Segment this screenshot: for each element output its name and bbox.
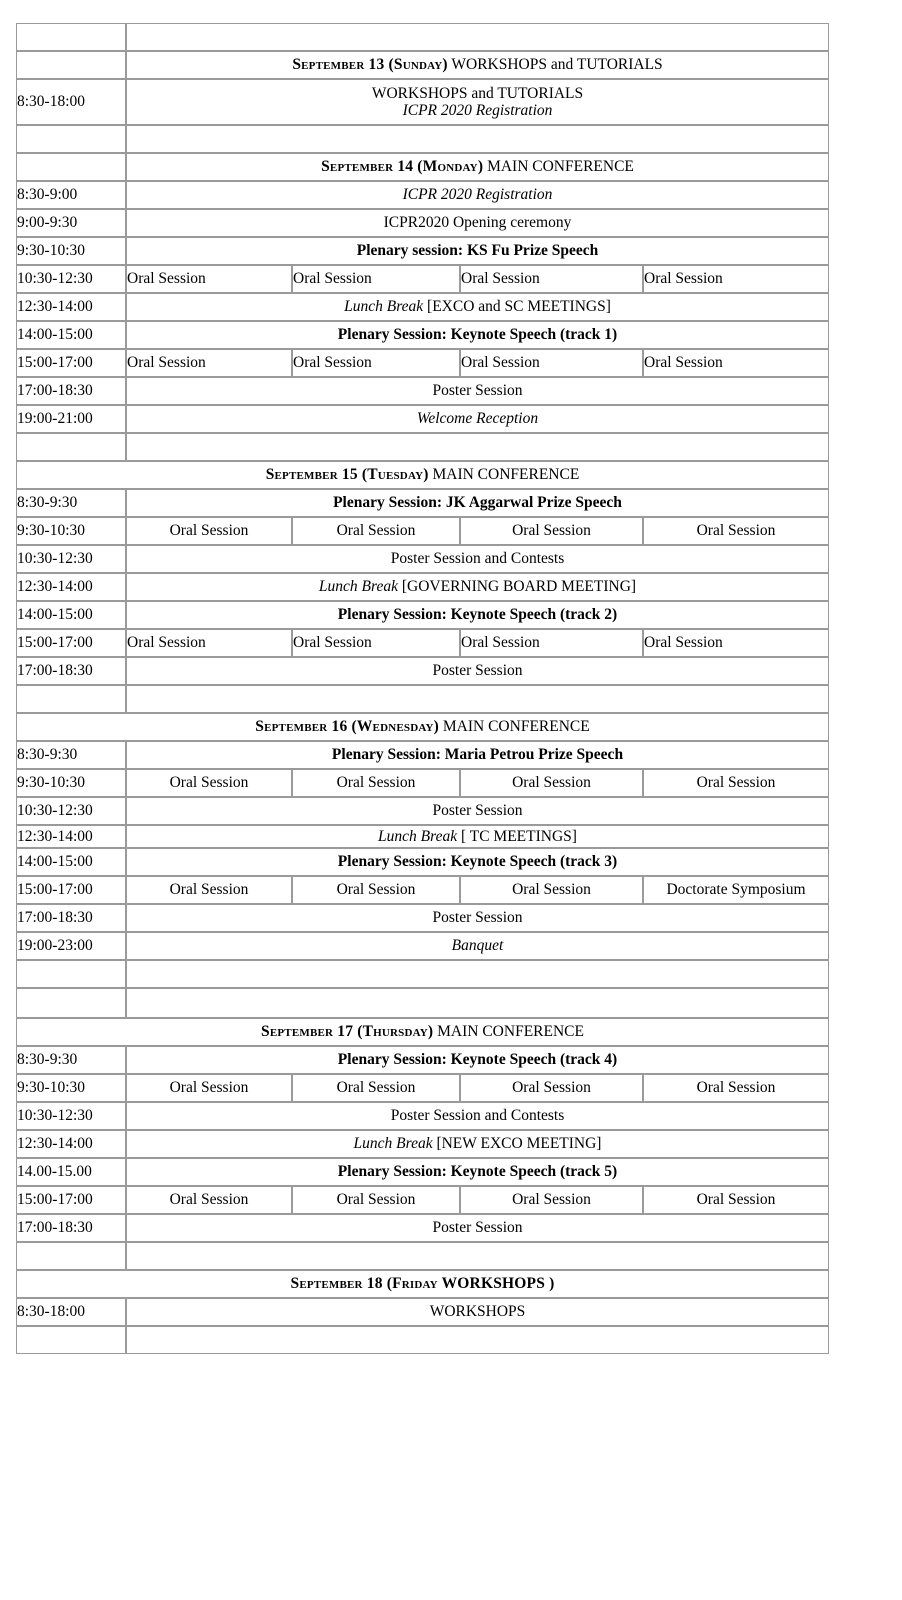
session-cell: Oral Session xyxy=(643,265,829,293)
session-label: Plenary Session: Keynote Speech (track 4) xyxy=(337,1051,618,1069)
day-header-subtitle: MAIN CONFERENCE xyxy=(439,718,590,736)
time-cell: 9:00-9:30 xyxy=(16,209,126,237)
session-label: Plenary Session: JK Aggarwal Prize Speech xyxy=(333,494,622,512)
spacer-row xyxy=(16,988,829,1018)
schedule-row xyxy=(16,489,829,517)
session-cell xyxy=(126,1102,829,1130)
spacer-row xyxy=(16,1326,829,1354)
day-header-cell xyxy=(16,461,829,489)
session-label: Plenary Session: Keynote Speech (track 2) xyxy=(337,606,618,624)
time-cell: 8:30-18:00 xyxy=(16,79,126,125)
session-cell: Oral Session xyxy=(126,265,292,293)
session-cell: Oral Session xyxy=(460,1186,643,1214)
time-cell: 17:00-18:30 xyxy=(16,377,126,405)
spacer-row xyxy=(16,125,829,153)
session-cell: Oral Session xyxy=(460,265,643,293)
session-cell: Oral Session xyxy=(126,349,292,377)
lunch-break-meeting: [NEW EXCO MEETING] xyxy=(432,1135,602,1153)
session-label: Plenary session: KS Fu Prize Speech xyxy=(356,242,599,260)
session-label: Welcome Reception xyxy=(416,410,539,428)
spacer-content-cell xyxy=(126,23,829,51)
schedule-row xyxy=(16,848,829,876)
day-header-date: September 14 (Monday) xyxy=(321,158,484,176)
time-cell: 15:00-17:00 xyxy=(16,876,126,904)
session-cell xyxy=(126,181,829,209)
day-header-subtitle: MAIN CONFERENCE xyxy=(433,1023,584,1041)
day-header-row xyxy=(16,51,829,79)
time-cell: 17:00-18:30 xyxy=(16,657,126,685)
time-cell: 14:00-15:00 xyxy=(16,321,126,349)
session-cell xyxy=(126,601,829,629)
schedule-row xyxy=(16,237,829,265)
schedule-row xyxy=(16,1214,829,1242)
day-header-cell xyxy=(126,51,829,79)
session-cell xyxy=(126,79,829,125)
session-cell: Oral Session xyxy=(292,517,460,545)
session-label: ICPR2020 Opening ceremony xyxy=(383,214,572,232)
time-cell: 15:00-17:00 xyxy=(16,1186,126,1214)
time-cell: 14:00-15:00 xyxy=(16,601,126,629)
time-cell: 17:00-18:30 xyxy=(16,904,126,932)
session-cell: Oral Session xyxy=(460,629,643,657)
session-cell: Oral Session xyxy=(643,629,829,657)
session-cell: Oral Session xyxy=(460,349,643,377)
time-cell: 12:30-14:00 xyxy=(16,293,126,321)
schedule-row xyxy=(16,1186,829,1214)
session-cell: Oral Session xyxy=(460,1074,643,1102)
session-cell: Oral Session xyxy=(460,517,643,545)
spacer-row xyxy=(16,23,829,51)
session-cell xyxy=(126,1130,829,1158)
day-header-subtitle: WORKSHOPS and TUTORIALS xyxy=(447,56,663,74)
session-cell: Oral Session xyxy=(643,769,829,797)
session-cell: Oral Session xyxy=(460,769,643,797)
time-cell: 10:30-12:30 xyxy=(16,545,126,573)
spacer-row xyxy=(16,685,829,713)
session-label: Poster Session xyxy=(432,1219,523,1237)
schedule-row xyxy=(16,545,829,573)
spacer-content-cell xyxy=(126,988,829,1018)
conference-schedule xyxy=(16,23,829,1354)
schedule-row xyxy=(16,349,829,377)
session-label: Banquet xyxy=(451,937,504,955)
session-cell xyxy=(126,1158,829,1186)
session-label: Plenary Session: Maria Petrou Prize Speech xyxy=(331,746,624,764)
day-header-subtitle: MAIN CONFERENCE xyxy=(483,158,634,176)
session-label: Plenary Session: Keynote Speech (track 3) xyxy=(337,853,618,871)
day-header-date: September 17 (Thursday) xyxy=(261,1023,434,1041)
time-cell: 9:30-10:30 xyxy=(16,769,126,797)
spacer-time-cell xyxy=(16,433,126,461)
spacer-content-cell xyxy=(126,685,829,713)
spacer-content-cell xyxy=(126,960,829,988)
spacer-time-cell xyxy=(16,960,126,988)
schedule-row xyxy=(16,405,829,433)
session-cell: Oral Session xyxy=(643,1074,829,1102)
session-cell xyxy=(126,489,829,517)
session-cell xyxy=(126,293,829,321)
session-cell: Oral Session xyxy=(292,1186,460,1214)
session-cell xyxy=(126,321,829,349)
session-cell: Oral Session xyxy=(643,1186,829,1214)
time-cell: 10:30-12:30 xyxy=(16,797,126,825)
session-cell: Oral Session xyxy=(292,265,460,293)
time-cell: 9:30-10:30 xyxy=(16,517,126,545)
session-cell: Oral Session xyxy=(126,876,292,904)
spacer-content-cell xyxy=(126,433,829,461)
lunch-break-label: Lunch Break xyxy=(378,827,458,845)
schedule-row xyxy=(16,321,829,349)
time-cell: 8:30-9:30 xyxy=(16,489,126,517)
session-label: WORKSHOPS xyxy=(429,1303,526,1321)
session-cell xyxy=(126,1298,829,1326)
day-header-cell xyxy=(16,713,829,741)
session-cell xyxy=(126,932,829,960)
schedule-row xyxy=(16,1130,829,1158)
time-cell: 10:30-12:30 xyxy=(16,265,126,293)
schedule-row xyxy=(16,79,829,125)
spacer-time-cell xyxy=(16,988,126,1018)
time-cell: 12:30-14:00 xyxy=(16,1130,126,1158)
session-label: Poster Session xyxy=(432,909,523,927)
schedule-row xyxy=(16,1102,829,1130)
schedule-row xyxy=(16,1074,829,1102)
schedule-row xyxy=(16,657,829,685)
lunch-break-label: Lunch Break xyxy=(344,298,424,316)
session-line-primary: WORKSHOPS and TUTORIALS xyxy=(371,84,584,102)
session-cell xyxy=(126,545,829,573)
lunch-break-meeting: [ TC MEETINGS] xyxy=(457,827,577,845)
day-header-row xyxy=(16,1018,829,1046)
session-cell xyxy=(126,573,829,601)
schedule-row xyxy=(16,1298,829,1326)
day-header-date: September 18 (Friday WORKSHOPS ) xyxy=(290,1275,555,1293)
session-cell xyxy=(126,848,829,876)
schedule-row xyxy=(16,1046,829,1074)
session-label: Poster Session xyxy=(432,662,523,680)
time-cell: 19:00-23:00 xyxy=(16,932,126,960)
time-cell: 8:30-9:30 xyxy=(16,1046,126,1074)
spacer-content-cell xyxy=(126,125,829,153)
day-header-cell xyxy=(16,1018,829,1046)
spacer-time-cell xyxy=(16,23,126,51)
session-cell xyxy=(126,209,829,237)
session-cell xyxy=(126,1046,829,1074)
day-header-row xyxy=(16,153,829,181)
session-cell: Oral Session xyxy=(292,629,460,657)
time-cell: 14.00-15.00 xyxy=(16,1158,126,1186)
session-label: Plenary Session: Keynote Speech (track 5) xyxy=(337,1163,618,1181)
session-cell xyxy=(126,797,829,825)
schedule-row xyxy=(16,904,829,932)
time-cell: 14:00-15:00 xyxy=(16,848,126,876)
session-cell: Oral Session xyxy=(126,1186,292,1214)
day-header-cell xyxy=(126,153,829,181)
session-cell: Oral Session xyxy=(292,769,460,797)
session-cell: Oral Session xyxy=(292,1074,460,1102)
session-cell: Oral Session xyxy=(126,517,292,545)
time-cell: 12:30-14:00 xyxy=(16,825,126,848)
schedule-row xyxy=(16,377,829,405)
day-header-time-cell xyxy=(16,51,126,79)
lunch-break-label: Lunch Break xyxy=(353,1135,433,1153)
session-cell xyxy=(126,657,829,685)
session-cell xyxy=(126,741,829,769)
time-cell: 8:30-9:30 xyxy=(16,741,126,769)
session-cell xyxy=(126,904,829,932)
schedule-row xyxy=(16,293,829,321)
spacer-row xyxy=(16,960,829,988)
session-cell xyxy=(126,377,829,405)
spacer-row xyxy=(16,1242,829,1270)
day-header-date: September 15 (Tuesday) xyxy=(265,466,429,484)
session-cell xyxy=(126,1214,829,1242)
day-header-cell xyxy=(16,1270,829,1298)
lunch-break-label: Lunch Break xyxy=(318,578,398,596)
time-cell: 15:00-17:00 xyxy=(16,629,126,657)
schedule-row xyxy=(16,181,829,209)
session-line-secondary: ICPR 2020 Registration xyxy=(402,102,553,119)
time-cell: 9:30-10:30 xyxy=(16,237,126,265)
day-header-date: September 13 (Sunday) xyxy=(292,56,448,74)
time-cell: 19:00-21:00 xyxy=(16,405,126,433)
spacer-content-cell xyxy=(126,1326,829,1354)
schedule-row xyxy=(16,629,829,657)
session-cell: Oral Session xyxy=(126,1074,292,1102)
schedule-row xyxy=(16,797,829,825)
schedule-row xyxy=(16,265,829,293)
schedule-row xyxy=(16,517,829,545)
day-header-subtitle: MAIN CONFERENCE xyxy=(428,466,580,484)
session-cell: Oral Session xyxy=(292,876,460,904)
schedule-row xyxy=(16,932,829,960)
schedule-row xyxy=(16,601,829,629)
time-cell: 9:30-10:30 xyxy=(16,1074,126,1102)
session-cell: Oral Session xyxy=(126,629,292,657)
session-label: Poster Session xyxy=(432,382,523,400)
session-cell xyxy=(126,825,829,848)
time-cell: 15:00-17:00 xyxy=(16,349,126,377)
spacer-time-cell xyxy=(16,1326,126,1354)
spacer-time-cell xyxy=(16,685,126,713)
schedule-row xyxy=(16,769,829,797)
schedule-row xyxy=(16,741,829,769)
spacer-time-cell xyxy=(16,125,126,153)
spacer-time-cell xyxy=(16,1242,126,1270)
session-label: ICPR 2020 Registration xyxy=(402,186,553,204)
time-cell: 8:30-18:00 xyxy=(16,1298,126,1326)
session-cell: Oral Session xyxy=(126,769,292,797)
session-label: Poster Session and Contests xyxy=(390,1107,565,1125)
session-label: Poster Session xyxy=(432,802,523,820)
day-header-row xyxy=(16,1270,829,1298)
day-header-row xyxy=(16,713,829,741)
lunch-break-meeting: [GOVERNING BOARD MEETING] xyxy=(397,578,637,596)
time-cell: 12:30-14:00 xyxy=(16,573,126,601)
time-cell: 8:30-9:00 xyxy=(16,181,126,209)
schedule-row xyxy=(16,573,829,601)
session-cell: Oral Session xyxy=(643,517,829,545)
spacer-content-cell xyxy=(126,1242,829,1270)
lunch-break-meeting: [EXCO and SC MEETINGS] xyxy=(423,298,611,316)
day-header-date: September 16 (Wednesday) xyxy=(255,718,440,736)
session-label: Poster Session and Contests xyxy=(390,550,565,568)
session-cell xyxy=(126,405,829,433)
session-cell: Oral Session xyxy=(292,349,460,377)
schedule-row xyxy=(16,1158,829,1186)
spacer-row xyxy=(16,433,829,461)
session-cell xyxy=(126,237,829,265)
session-cell: Doctorate Symposium xyxy=(643,876,829,904)
day-header-time-cell xyxy=(16,153,126,181)
schedule-row xyxy=(16,209,829,237)
session-label: Plenary Session: Keynote Speech (track 1) xyxy=(337,326,618,344)
schedule-table xyxy=(16,23,829,1354)
session-cell: Oral Session xyxy=(460,876,643,904)
day-header-row xyxy=(16,461,829,489)
session-cell: Oral Session xyxy=(643,349,829,377)
schedule-row xyxy=(16,876,829,904)
schedule-row xyxy=(16,825,829,848)
time-cell: 10:30-12:30 xyxy=(16,1102,126,1130)
time-cell: 17:00-18:30 xyxy=(16,1214,126,1242)
